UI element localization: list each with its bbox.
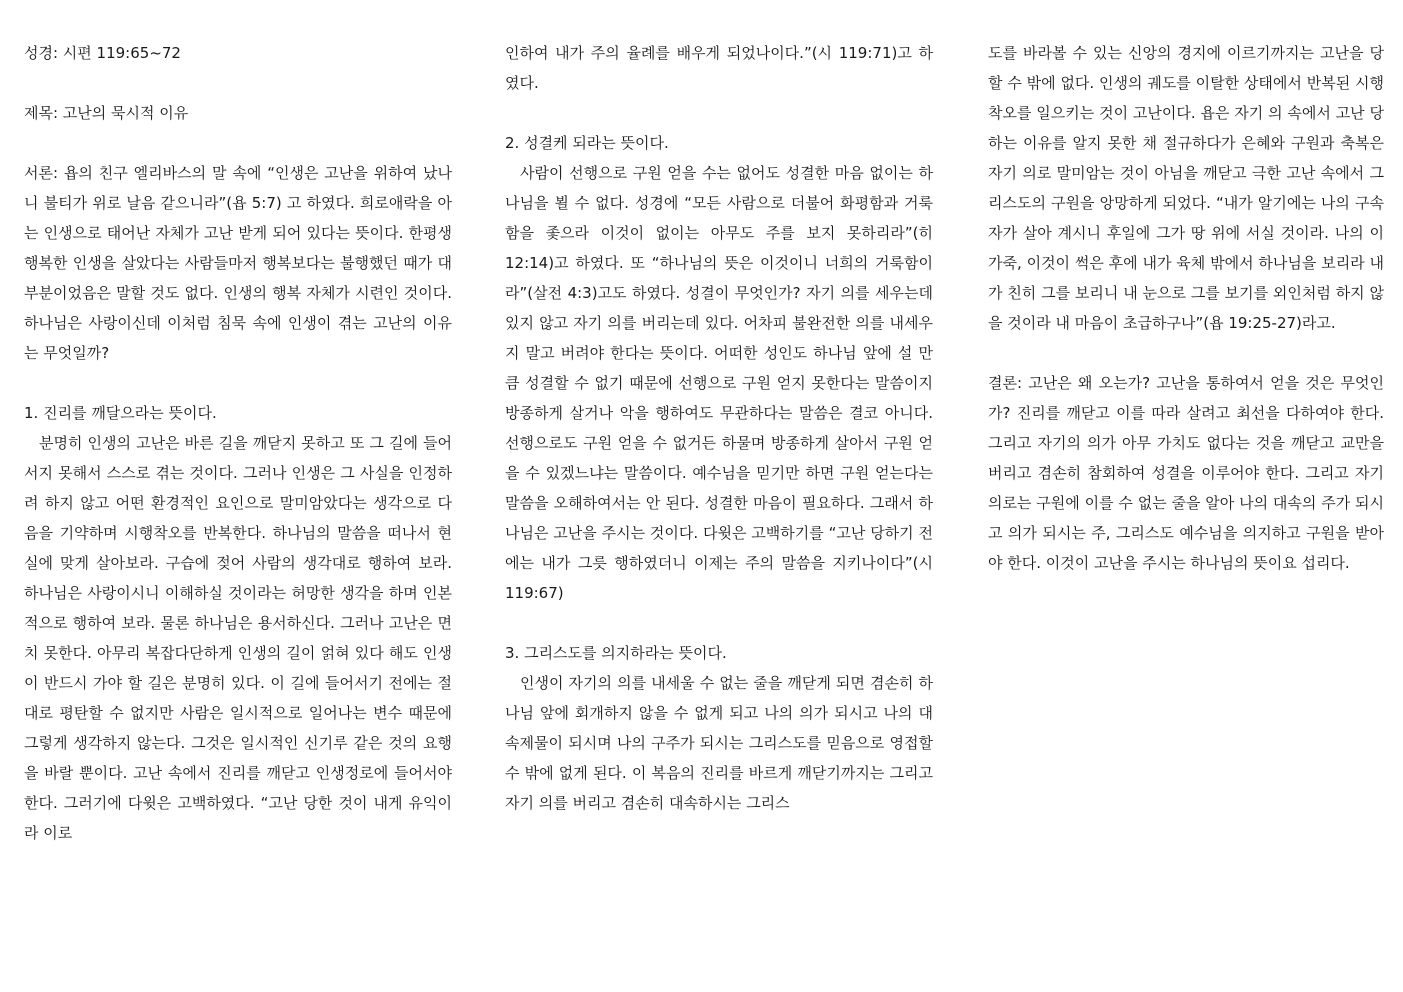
point-1-body: 분명히 인생의 고난은 바른 길을 깨닫지 못하고 또 그 길에 들어서지 못해서 스스로 겪는 것이다. 그러나 인생은 그 사실을 인정하려 하지 않고 어떤 환경적인 요인으로 말미암았다는 생각으로 다음을 기약하며 시행착오를 반복한다. 하나님의 말씀을 떠나서 현실에 맞게 살아보라. 구습에 젖어 사람의 생각대로 행하여 보라. 하나님은 사랑이시니 이해하실 것이라는 허망한 생각을 하며 인본적으로 행하여 보라. 물론 하나님은 용서하신다. 그러나 고난은 면치 못한다. 아무리 복잡다단하게 인생의 길이 얽혀 있다 해도 인생이 반드시 가야 할 길은 분명히 있다. 이 길에 들어서기 전에는 절대로 평탄할 수 없지만 사람은 일시적으로 일어나는 변수 때문에 그렇게 생각하지 않는다. 그것은 일시적인 신기루 같은 것의 요행을 바랄 뿐이다. 고난 속에서 진리를 깨닫고 인생정로에 들어서야 한다. 그러기에 다윗은 고백하였다. “고난 당한 것이 내게 유익이라 이로 — [24, 434, 452, 842]
introduction-paragraph: 서론: 욥의 친구 엘리바스의 말 속에 “인생은 고난을 위하여 났나니 불티가 위로 날음 같으니라”(욥 5:7) 고 하였다. 희로애락을 아는 인생으로 태어난 자체가 고난 받게 되어 있다는 뜻이다. 한평생 행복한 인생을 살았다는 사람들마저 행복보다는 불행했던 때가 대부분이었음은 말할 것도 없다. 인생의 행복 자체가 시련인 것이다. 하나님은 사랑이신데 이처럼 침묵 속에 인생이 겪는 고난의 이유는 무엇일까? — [24, 164, 452, 362]
point-2-heading: 2. 성결케 되라는 뜻이다. — [505, 134, 669, 152]
point-2-body: 사람이 선행으로 구원 얻을 수는 없어도 성결한 마음 없이는 하나님을 뵐 수 없다. 성경에 “모든 사람으로 더불어 화평함과 거룩함을 좇으라 이것이 없이는 아무도 주를 보지 못하리라”(히 12:14)고 하였다. 또 “하나님의 뜻은 이것이니 너희의 거룩함이라”(살전 4:3)고도 하였다. 성결이 무엇인가? 자기 의를 세우는데 있지 않고 자기 의를 버리는데 있다. 어차피 불완전한 의를 내세우지 말고 버려야 한다는 뜻이다. 어떠한 성인도 하나님 앞에 설 만큼 성결할 수 없기 때문에 선행으로 구원 얻지 못한다는 말씀이지 방종하게 살거나 악을 행하여도 무관하다는 말씀은 결코 아니다. 선행으로도 구원 얻을 수 없거든 하물며 방종하게 살아서 구원 얻을 수 있겠느냐는 말씀이다. 예수님을 믿기만 하면 구원 얻는다는 말씀을 오해하여서는 안 된다. 성결한 마음이 필요하다. 그래서 하나님은 고난을 주시는 것이다. 다윗은 고백하기를 “고난 당하기 전에는 내가 그릇 행하였더니 이제는 주의 말씀을 지키나이다”(시 119:67) — [505, 164, 933, 602]
point-1-body-continued: 인하여 내가 주의 율례를 배우게 되었나이다.”(시 119:71)고 하였다. — [505, 44, 933, 92]
point-3-heading: 3. 그리스도를 의지하라는 뜻이다. — [505, 644, 727, 662]
point-1-heading: 1. 진리를 깨달으라는 뜻이다. — [24, 404, 217, 422]
point-3-body-continued: 도를 바라볼 수 있는 신앙의 경지에 이르기까지는 고난을 당할 수 밖에 없다. 인생의 궤도를 이탈한 상태에서 반복된 시행착오를 일으키는 것이 고난이다. 욥은 자기 의 속에서 고난 당하는 이유를 알지 못한 채 절규하다가 은혜와 구원과 축복은 자기 의로 말미암는 것이 아님을 깨닫고 극한 고난 속에서 그리스도의 구원을 앙망하게 되었다. “내가 알기에는 나의 구속자가 살아 계시니 후일에 그가 땅 위에 서실 것이라. 나의 이 가죽, 이것이 썩은 후에 내가 육체 밖에서 하나님을 보리라 내가 친히 그를 보리니 내 눈으로 그를 보기를 외인처럼 하지 않을 것이라 내 마음이 초급하구나”(욥 19:25-27)라고. — [988, 44, 1384, 332]
sermon-title: 제목: 고난의 묵시적 이유 — [24, 104, 189, 122]
text-column-3 — [988, 38, 1384, 578]
point-3-body: 인생이 자기의 의를 내세울 수 없는 줄을 깨닫게 되면 겸손히 하나님 앞에 회개하지 않을 수 없게 되고 나의 의가 되시고 나의 대속제물이 되시며 나의 구주가 되시는 그리스도를 믿음으로 영접할 수 밖에 없게 된다. 이 복음의 진리를 바르게 깨닫기까지는 그리고 자기 의를 버리고 겸손히 대속하시는 그리스 — [505, 674, 933, 812]
text-column-2 — [505, 38, 933, 818]
scripture-reference: 성경: 시편 119:65~72 — [24, 44, 181, 62]
conclusion-paragraph: 결론: 고난은 왜 오는가? 고난을 통하여서 얻을 것은 무엇인가? 진리를 깨닫고 이를 따라 살려고 최선을 다하여야 한다. 그리고 자기의 의가 아무 가치도 없다는 것을 깨닫고 교만을 버리고 겸손히 참회하여 성결을 이루어야 한다. 그리고 자기 의로는 구원에 이를 수 없는 줄을 알아 나의 대속의 주가 되시고 의가 되시는 주, 그리스도 예수님을 의지하고 구원을 받아야 한다. 이것이 고난을 주시는 하나님의 뜻이요 섭리다. — [988, 374, 1384, 572]
text-column-1 — [24, 38, 452, 848]
